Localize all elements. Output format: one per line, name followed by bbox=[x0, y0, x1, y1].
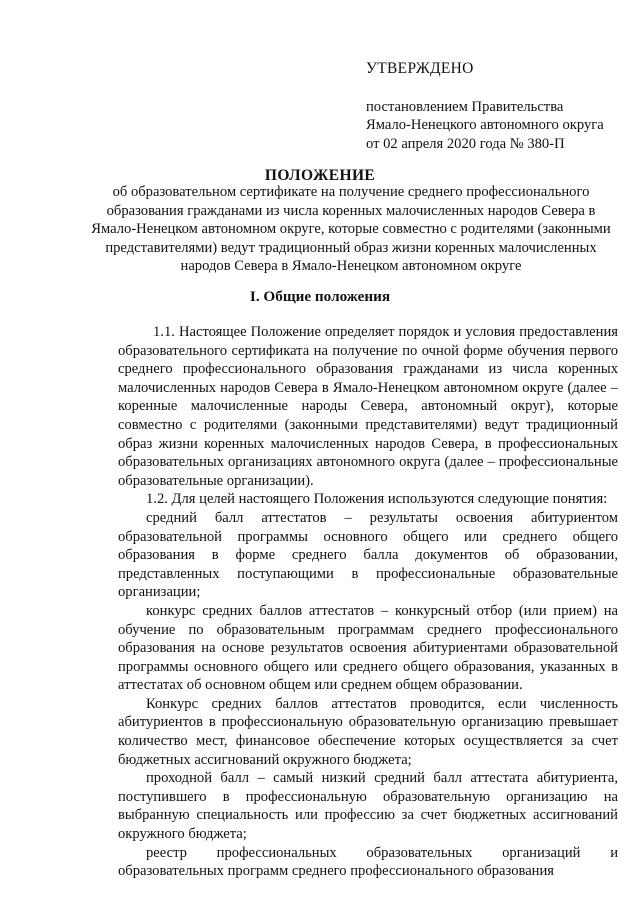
paragraph-contest-condition: Конкурс средних баллов аттестатов проводится, если численность абитуриентов в профессиональную образовательную организацию превышает количество мест, финансовое обеспечение которых осуществляется за счет бюджетных ассигнований окружного бюджета; bbox=[118, 695, 618, 768]
paragraph-1-2: 1.2. Для целей настоящего Положения используются следующие понятия: bbox=[146, 491, 608, 508]
definition-average-score: средний балл аттестатов – результаты освоения абитуриентом образовательной программы основного общего или среднего общего образования в форме среднего балла документов об образовании, представленных поступающими в профессиональные образовательные организации; bbox=[118, 509, 618, 601]
definition-registry: реестр профессиональных образовательных организаций и образовательных программ среднего профессионального образования bbox=[118, 844, 618, 880]
approval-line-2: Ямало-Ненецкого автономного округа bbox=[366, 117, 604, 133]
document-body bbox=[118, 323, 618, 881]
document-subtitle: об образовательном сертификате на получение среднего профессионального образования гражданами из числа коренных малочисленных народов Севера в Ямало-Ненецком автономном округе, которые совместно с родителями (законными представителями) ведут традиционный образ жизни коренных малочисленных народов Севера в Ямало-Ненецком автономном округе bbox=[91, 184, 611, 275]
approval-block bbox=[366, 60, 626, 153]
section-heading: I. Общие положения bbox=[249, 288, 391, 305]
approval-line-1: постановлением Правительства bbox=[366, 98, 564, 115]
approval-stamp-title: УТВЕРЖДЕНО bbox=[366, 60, 474, 77]
definition-passing-score: проходной балл – самый низкий средний балл аттестата абитуриента, поступившего в профессиональную образовательную организацию на выбранную специальность или профессию за счет бюджетных ассигнований окружного бюджета; bbox=[118, 770, 618, 843]
definition-score-contest: конкурс средних баллов аттестатов – конкурсный отбор (или прием) на обучение по образовательным программам среднего профессионального образования на основе результатов освоения абитуриентами образовательной программы основного общего или среднего общего образования, указанных в аттестатах об основном общем или среднем общем образовании. bbox=[118, 602, 618, 694]
paragraph-1-1: 1.1. Настоящее Положение определяет порядок и условия предоставления образовательного сертификата на получение по очной форме обучения первого среднего профессионального образования гражданами из числа коренных малочисленных народов Севера в Ямало-Ненецком автономном округе (далее – коренные малочисленные народы Севера, автономный округ), которые совместно с родителями (законными представителями) ведут традиционный образ жизни коренных малочисленных народов Севера, в профессиональных образовательных организациях автономного округа (далее – профессиональные образовательные организации). bbox=[118, 324, 618, 489]
approval-line-3: от 02 апреля 2020 года № 380-П bbox=[366, 135, 565, 152]
document-title: ПОЛОЖЕНИЕ bbox=[264, 167, 376, 184]
